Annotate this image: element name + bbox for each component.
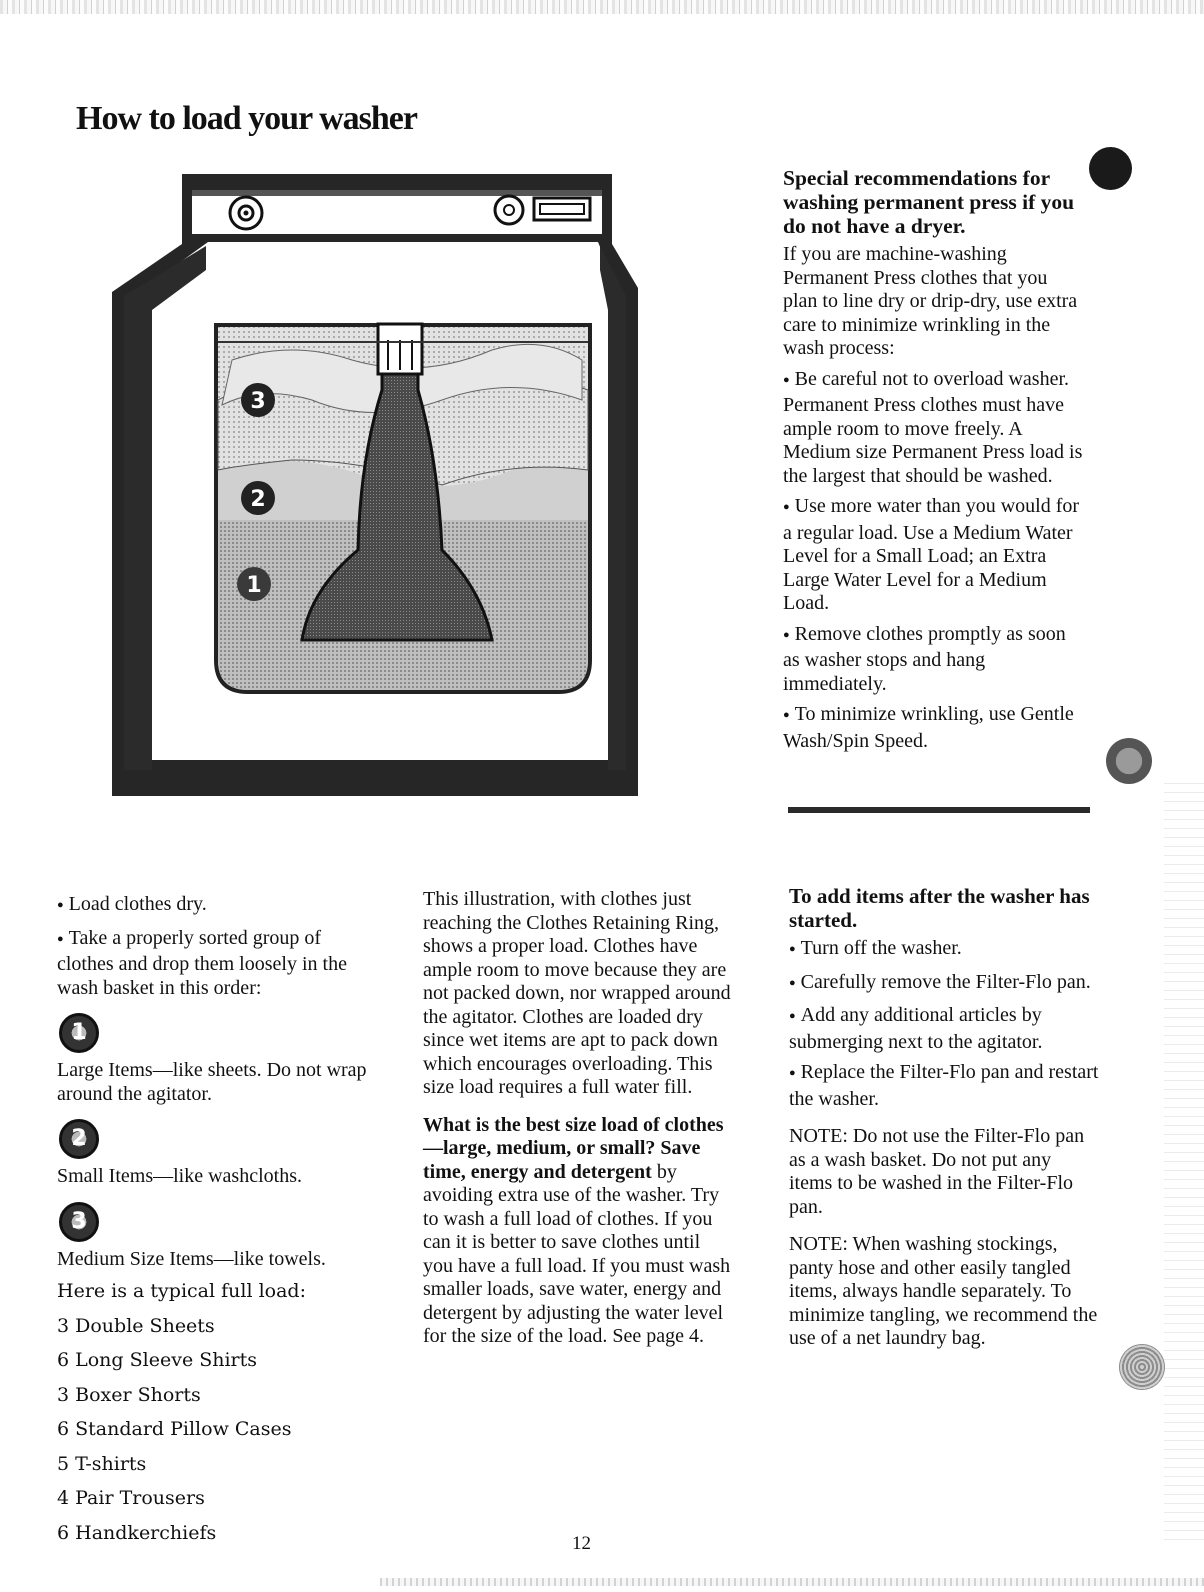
binder-hole-icon	[1106, 738, 1152, 784]
add-items-bullet: ● Turn off the washer.	[789, 937, 1099, 964]
illustration-label-3-text: 3	[250, 389, 266, 414]
page-title: How to load your washer	[76, 100, 417, 137]
load-size-paragraph	[423, 1114, 733, 1349]
typical-load-item: 6 Handkerchiefs	[57, 1521, 217, 1544]
load-size-lead: What is the best size load of clothes—large, medium, or small? Save time, energy and detergent	[423, 1113, 724, 1183]
page-number: 12	[572, 1533, 591, 1554]
special-bullet: ● To minimize wrinkling, use Gentle Wash/Spin Speed.	[783, 703, 1083, 753]
scan-noise-right	[1164, 780, 1204, 1540]
scan-noise-bottom	[380, 1578, 1204, 1586]
illustration-label-1	[237, 567, 271, 601]
typical-load-item: 3 Boxer Shorts	[57, 1383, 201, 1406]
note-filter-flo: NOTE: Do not use the Filter-Flo pan as a wash basket. Do not put any items to be washed in the Filter-Flo pan.	[789, 1125, 1085, 1218]
step-1-text: Large Items—like sheets. Do not wrap around the agitator.	[57, 1059, 367, 1105]
illustration-label-3	[241, 383, 275, 417]
load-size-body: by avoiding extra use of the washer. Try to wash a full load of clothes. If you can it is better to save clothes until you have a full load. If you must wash smaller loads, save water, energy and detergent by adjusting the water level for the size of the load. See page 4.	[423, 1160, 731, 1347]
step-2-text: Small Items—like washcloths.	[57, 1165, 302, 1187]
add-items-bullet: ● Carefully remove the Filter-Flo pan.	[789, 971, 1099, 998]
special-recommendations	[783, 166, 1083, 760]
illustration-label-1-text: 1	[246, 573, 262, 598]
special-intro: If you are machine-washing Permanent Press clothes that you plan to line dry or drip-dry, use extra care to minimize wrinkling in the wash process:	[783, 243, 1078, 359]
typical-load-label: Here is a typical full load:	[57, 1280, 306, 1302]
step-3-text: Medium Size Items—like towels.	[57, 1247, 326, 1270]
section-divider	[788, 807, 1090, 813]
binder-hole-icon	[1089, 147, 1132, 190]
step-2-badge: 2	[59, 1119, 99, 1159]
special-bullet: ● Remove clothes promptly as soon as washer stops and hang immediately.	[783, 623, 1083, 697]
illustration-label-2-text: 2	[250, 487, 266, 512]
special-bullet: ● Be careful not to overload washer. Permanent Press clothes must have ample room to move freely. A Medium size Permanent Press load is the largest that should be washed.	[783, 368, 1083, 489]
load-size-info	[423, 888, 733, 1356]
step-3-badge: 3	[59, 1202, 99, 1242]
add-items-section	[789, 884, 1099, 1358]
typical-load-item: 5 T-shirts	[57, 1452, 147, 1475]
add-items-heading: To add items after the washer has started.	[789, 884, 1090, 932]
add-items-bullet: ● Replace the Filter-Flo pan and restart the washer.	[789, 1061, 1099, 1111]
step-1-badge: 1	[59, 1013, 99, 1053]
binder-hole-icon	[1119, 1344, 1165, 1390]
illustration-label-2	[241, 481, 275, 515]
illustration-explanation: This illustration, with clothes just reaching the Clothes Retaining Ring, shows a proper load. Clothes have ample room to move because they are not packed down, nor wrapped around the agitator. Clothes are loaded dry since wet items are apt to pack down which encourages overloading. This size load requires a full water fill.	[423, 888, 731, 1098]
note-stockings: NOTE: When washing stockings, panty hose and other easily tangled items, always handle separately. To minimize tangling, we recommend the use of a net laundry bag.	[789, 1233, 1098, 1349]
washer-illustration	[112, 170, 638, 796]
typical-load-item: 3 Double Sheets	[57, 1314, 215, 1337]
load-bullet: ● Take a properly sorted group of clothes and drop them loosely in the wash basket in this order:	[57, 927, 377, 1001]
typical-load-item: 6 Standard Pillow Cases	[57, 1418, 292, 1440]
add-items-bullet: ● Add any additional articles by submerging next to the agitator.	[789, 1004, 1099, 1054]
special-bullet: ● Use more water than you would for a regular load. Use a Medium Water Level for a Small Load; an Extra Large Water Level for a Medium Load.	[783, 495, 1083, 616]
typical-load-item: 4 Pair Trousers	[57, 1487, 205, 1509]
load-bullet: ● Load clothes dry.	[57, 893, 377, 920]
special-heading: Special recommendations for washing permanent press if you do not have a dryer.	[783, 166, 1075, 238]
scan-noise-top	[0, 0, 1204, 14]
loading-steps	[57, 893, 377, 1554]
typical-load-item: 6 Long Sleeve Shirts	[57, 1349, 258, 1371]
